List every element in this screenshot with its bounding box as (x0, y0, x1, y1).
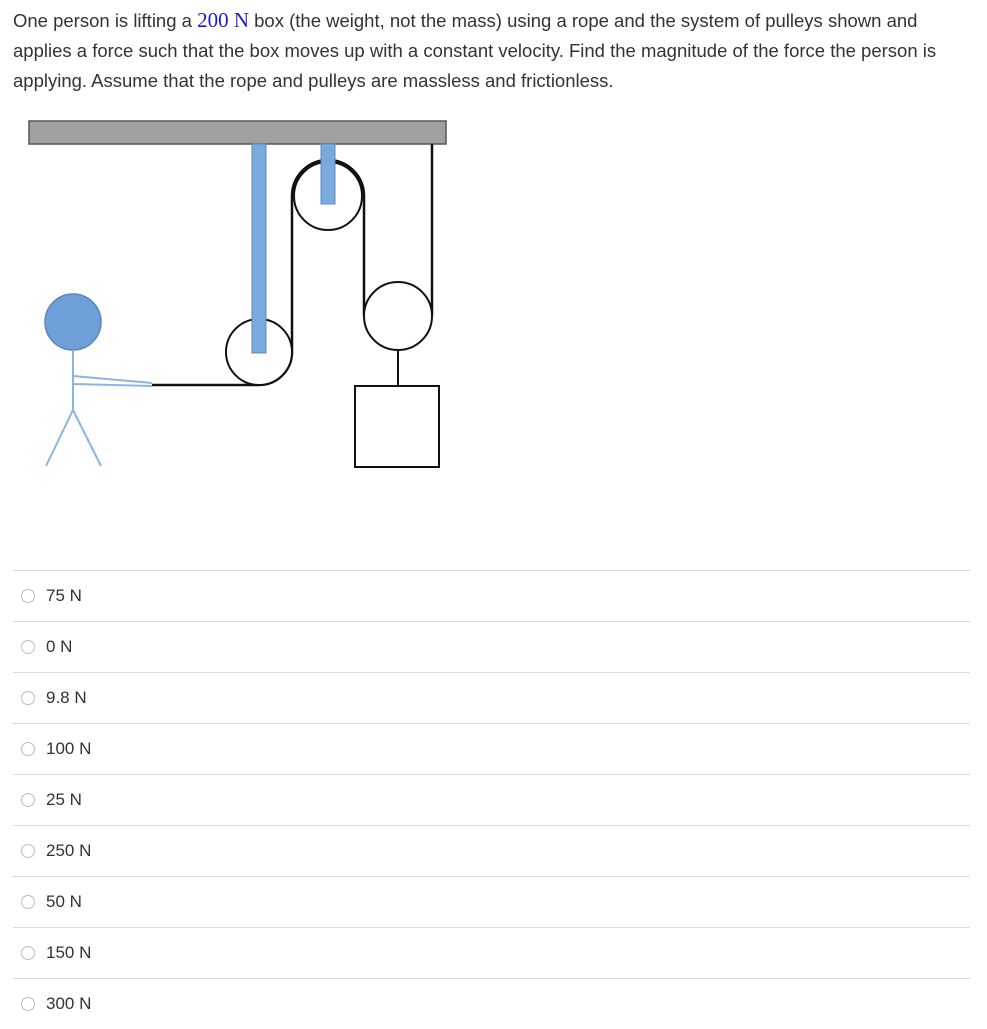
option-row[interactable] (13, 621, 970, 672)
answer-options (13, 570, 970, 1029)
person-head (45, 294, 101, 350)
left-pulley-support (252, 144, 266, 353)
option-label: 250 N (46, 841, 92, 860)
option-row[interactable] (13, 723, 970, 774)
option-row[interactable] (13, 774, 970, 825)
radio-button[interactable] (21, 742, 35, 756)
option-row[interactable] (13, 876, 970, 927)
option-row[interactable] (13, 672, 970, 723)
person-figure (45, 294, 152, 466)
option-label: 9.8 N (46, 688, 87, 707)
option-row[interactable] (13, 978, 970, 1029)
radio-button[interactable] (21, 895, 35, 909)
top-pulley-support (321, 144, 335, 204)
radio-button[interactable] (21, 589, 35, 603)
radio-button[interactable] (21, 844, 35, 858)
movable-pulley (364, 282, 432, 350)
radio-button[interactable] (21, 640, 35, 654)
option-row[interactable] (13, 825, 970, 876)
ceiling-beam (29, 121, 446, 144)
question-weight-value: 200 N (197, 8, 249, 32)
option-label: 50 N (46, 892, 82, 911)
option-label: 75 N (46, 586, 82, 605)
question-part2: box (the weight, not the mass) using a rope and the system of pulleys shown and applies a force such that the box moves up with a constant velocity. Find the magnitude of the force the person is applying. Assume that the rope and pulleys are massless and frictionless. (13, 10, 937, 91)
radio-button[interactable] (21, 691, 35, 705)
option-label: 300 N (46, 994, 92, 1013)
option-label: 25 N (46, 790, 82, 809)
option-row[interactable] (13, 927, 970, 978)
radio-button[interactable] (21, 997, 35, 1011)
box (355, 386, 439, 467)
radio-button[interactable] (21, 946, 35, 960)
option-row[interactable] (13, 570, 970, 621)
option-label: 0 N (46, 637, 73, 656)
question-part1: One person is lifting a (13, 10, 198, 31)
option-label: 150 N (46, 943, 92, 962)
radio-button[interactable] (21, 793, 35, 807)
option-label: 100 N (46, 739, 92, 758)
